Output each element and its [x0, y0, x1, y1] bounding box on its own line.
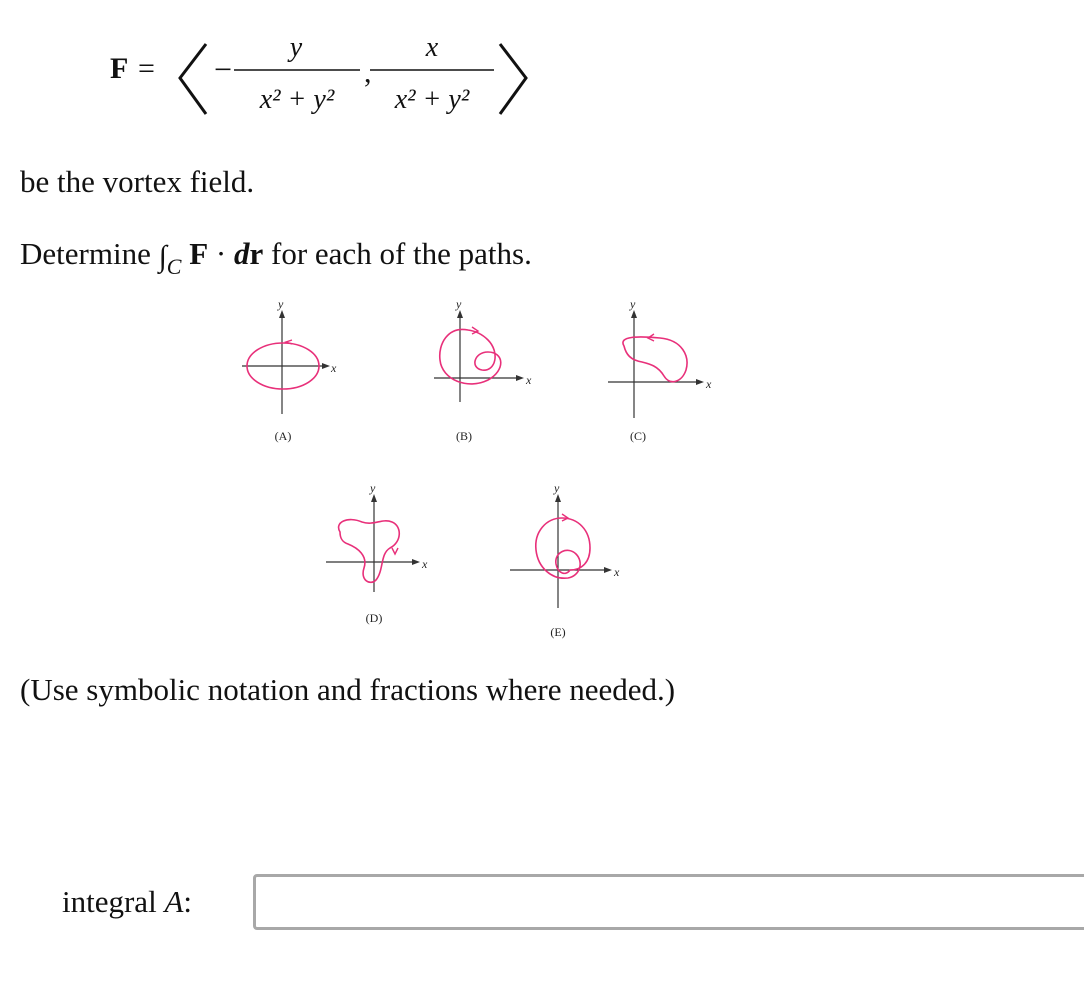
formula-minus: −: [214, 51, 233, 87]
x-axis-label: x: [422, 557, 428, 571]
formula-lhs: F: [110, 52, 129, 85]
question-prefix: Determine: [20, 236, 151, 271]
y-axis-arrow: [371, 494, 377, 502]
path-figure-d: [318, 478, 448, 633]
figure-label-a: (A): [274, 429, 292, 443]
formula-denominator-1: x² + y²: [259, 84, 335, 115]
integral-subscript: C: [166, 254, 182, 279]
path-figure-a: [228, 296, 358, 451]
curve-e: [536, 518, 590, 578]
path-figure-b: [412, 296, 552, 451]
intro-text: be the vortex field.: [20, 164, 255, 199]
x-axis-arrow: [604, 567, 612, 573]
dot-operator: ·: [215, 236, 227, 271]
figure-label-b: (B): [456, 429, 472, 443]
answer-label: [62, 884, 192, 920]
differential-d: d: [234, 236, 250, 271]
instruction-text: (Use symbolic notation and fractions where needed.): [20, 672, 676, 707]
vector-field-formula: [108, 28, 568, 128]
y-axis-arrow: [555, 494, 561, 502]
question-text: [20, 236, 532, 279]
curve-d: [339, 520, 400, 583]
integral-a-input[interactable]: [253, 874, 1084, 930]
path-figure-c: [598, 296, 728, 451]
formula-comma: ,: [364, 56, 372, 89]
curve-direction-arrow: [392, 548, 398, 554]
figure-label-c: (C): [630, 429, 646, 443]
formula-equals: =: [138, 52, 155, 85]
y-axis-label: y: [370, 481, 376, 495]
curve-c: [623, 337, 687, 382]
y-axis-label: y: [630, 297, 636, 311]
formula-denominator-2: x² + y²: [394, 84, 470, 115]
answer-label-colon: :: [183, 884, 192, 919]
y-axis-arrow: [279, 310, 285, 318]
curve-b: [440, 329, 501, 383]
right-angle-bracket: [500, 44, 526, 114]
figure-label-d: (D): [365, 611, 383, 625]
question-suffix: for each of the paths.: [271, 236, 532, 271]
x-axis-label: x: [331, 361, 337, 375]
answer-label-var: A: [164, 884, 184, 919]
figure-label-e: (E): [550, 625, 566, 639]
formula-numerator-1: y: [289, 32, 303, 63]
y-axis-arrow: [631, 310, 637, 318]
x-axis-label: x: [526, 373, 532, 387]
path-figure-e: [504, 478, 634, 645]
y-axis-label: y: [278, 297, 284, 311]
x-axis-label: x: [706, 377, 712, 391]
x-axis-arrow: [412, 559, 420, 565]
formula-numerator-2: x: [425, 32, 439, 63]
x-axis-arrow: [322, 363, 330, 369]
y-axis-label: y: [456, 297, 462, 311]
y-axis-label: y: [554, 481, 560, 495]
x-axis-arrow: [696, 379, 704, 385]
answer-label-prefix: integral: [62, 884, 157, 919]
integrand-F: F: [189, 236, 209, 271]
left-angle-bracket: [180, 44, 206, 114]
y-axis-arrow: [457, 310, 463, 318]
x-axis-arrow: [516, 375, 524, 381]
differential-r: r: [249, 236, 264, 271]
x-axis-label: x: [614, 565, 620, 579]
integral-sign: ∫: [158, 240, 167, 273]
